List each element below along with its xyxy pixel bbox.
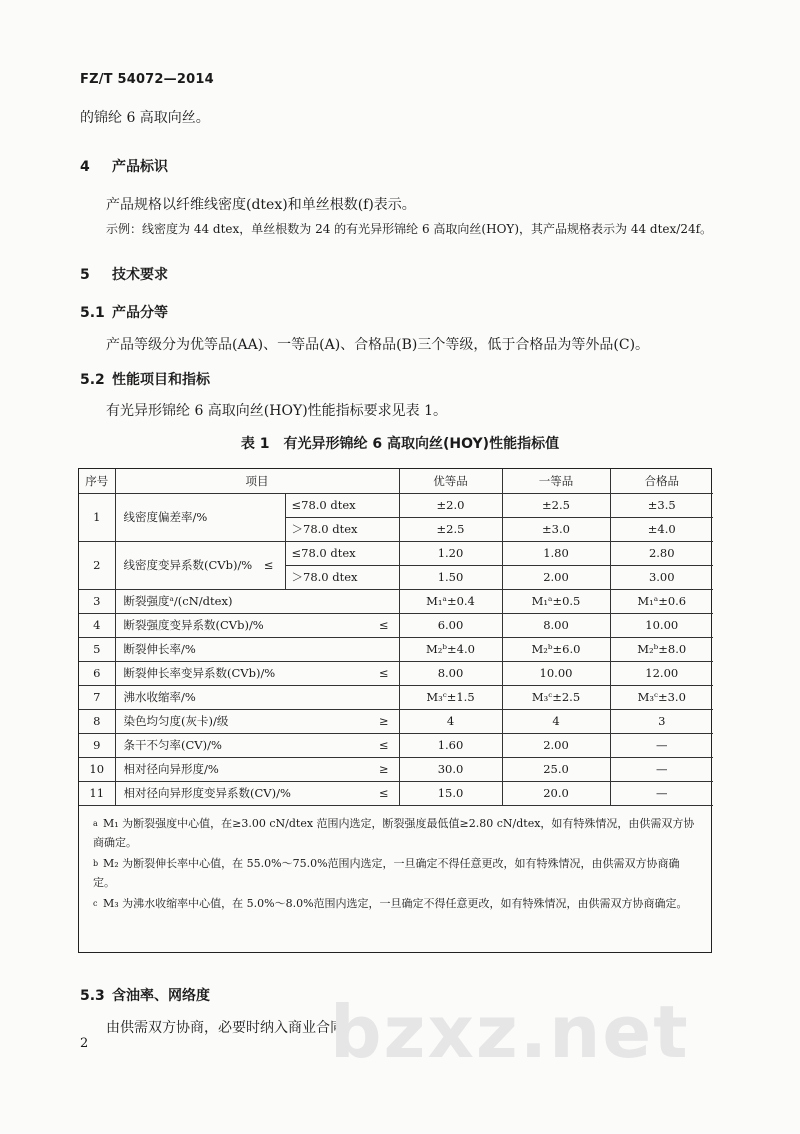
cell-grade-a: M₃ᶜ±2.5	[502, 685, 610, 709]
cell-grade-aa: 30.0	[399, 757, 502, 781]
row-item: 条干不匀率(CV)/%	[123, 738, 222, 752]
row-item: 线密度变异系数(CVb)/% ≤	[115, 541, 285, 589]
table-row	[79, 757, 713, 781]
row-number: 1	[79, 493, 115, 541]
table-row	[79, 541, 713, 565]
row-item: 相对径向异形度变异系数(CV)/%	[123, 786, 291, 800]
section-4-paragraph: 产品规格以纤维线密度(dtex)和单丝根数(f)表示。	[106, 197, 416, 213]
table-note	[93, 894, 701, 913]
row-item-wrap	[124, 665, 395, 681]
section-5-1-paragraph: 产品等级分为优等品(AA)、一等品(A)、合格品(B)三个等级，低于合格品为等外品(C)。	[106, 337, 650, 353]
performance-table-body	[79, 469, 713, 805]
cell-grade-b: —	[610, 733, 713, 757]
section-title: 技术要求	[112, 267, 168, 283]
section-5-2-paragraph: 有光异形锦纶 6 高取向丝(HOY)性能指标要求见表 1。	[106, 403, 448, 419]
section-number: 5.3	[80, 988, 105, 1004]
section-number: 5.2	[80, 372, 105, 388]
row-number: 10	[79, 757, 115, 781]
note-mark: a	[93, 818, 98, 828]
page-number: 2	[80, 1036, 89, 1051]
cell-grade-a: M₁ᵃ±0.5	[502, 589, 610, 613]
table-caption: 表 1 有光异形锦纶 6 高取向丝(HOY)性能指标值	[240, 436, 560, 452]
row-number: 4	[79, 613, 115, 637]
cell-grade-a: 4	[502, 709, 610, 733]
cell-grade-aa: 15.0	[399, 781, 502, 805]
table-row	[79, 709, 713, 733]
row-item: 相对径向异形度/%	[123, 762, 219, 776]
row-item-cell	[115, 637, 399, 661]
cell-grade-a: 20.0	[502, 781, 610, 805]
performance-table	[79, 469, 713, 806]
row-number: 7	[79, 685, 115, 709]
section-title: 产品分等	[112, 305, 168, 321]
table-row	[79, 661, 713, 685]
header-grade-a: 一等品	[502, 469, 610, 493]
cell-grade-aa: 4	[399, 709, 502, 733]
section-title: 性能项目和指标	[112, 372, 210, 388]
cell-grade-aa: ±2.0	[399, 493, 502, 517]
section-title: 产品标识	[112, 159, 168, 175]
row-item: 线密度偏差率/%	[115, 493, 285, 541]
table-row	[79, 589, 713, 613]
row-condition: ＞78.0 dtex	[285, 565, 399, 589]
section-5-3-heading	[80, 985, 210, 1005]
row-limit-symbol: ≤	[378, 738, 389, 752]
cell-grade-b: M₂ᵇ±8.0	[610, 637, 713, 661]
cell-grade-a: ±3.0	[502, 517, 610, 541]
cell-grade-b: M₃ᶜ±3.0	[610, 685, 713, 709]
row-number: 9	[79, 733, 115, 757]
cell-grade-b: 3.00	[610, 565, 713, 589]
note-mark: b	[93, 858, 99, 868]
cell-grade-aa: 8.00	[399, 661, 502, 685]
table-row	[79, 733, 713, 757]
cell-grade-aa: 6.00	[399, 613, 502, 637]
row-item-cell	[115, 733, 399, 757]
row-item-wrap	[124, 761, 395, 777]
row-item-wrap	[124, 785, 395, 801]
row-limit-symbol: ≤	[378, 618, 389, 632]
row-item-cell	[115, 709, 399, 733]
note-text: M₂ 为断裂伸长率中心值，在 55.0%～75.0%范围内选定，一旦确定不得任意更改，如有特殊情况，由供需双方协商确定。	[93, 856, 680, 889]
table-header-row	[79, 469, 713, 493]
section-5-heading	[80, 264, 168, 284]
header-item: 项目	[115, 469, 399, 493]
cell-grade-b: 3	[610, 709, 713, 733]
table-row	[79, 685, 713, 709]
row-number: 6	[79, 661, 115, 685]
section-5-1-heading	[80, 302, 168, 322]
table-row	[79, 613, 713, 637]
row-item: 断裂伸长率/%	[123, 642, 196, 656]
cell-grade-a: ±2.5	[502, 493, 610, 517]
row-condition: ≤78.0 dtex	[285, 541, 399, 565]
section-4-heading	[80, 156, 168, 176]
row-condition: ＞78.0 dtex	[285, 517, 399, 541]
section-5-2-heading	[80, 369, 210, 389]
row-item-cell	[115, 589, 399, 613]
section-5-3-paragraph: 由供需双方协商，必要时纳入商业合同。	[106, 1020, 358, 1036]
row-item: 沸水收缩率/%	[123, 690, 196, 704]
row-number: 8	[79, 709, 115, 733]
cell-grade-aa: M₁ᵃ±0.4	[399, 589, 502, 613]
section-4-example: 示例：线密度为 44 dtex，单丝根数为 24 的有光异形锦纶 6 高取向丝(HOY)，其产品规格表示为 44 dtex/24f。	[106, 222, 713, 236]
row-limit-symbol: ≥	[378, 714, 389, 728]
header-no: 序号	[79, 469, 115, 493]
header-grade-b: 合格品	[610, 469, 713, 493]
doc-code-header: FZ/T 54072—2014	[80, 72, 214, 87]
cell-grade-aa: 1.20	[399, 541, 502, 565]
watermark-text: bzxz.net	[330, 990, 690, 1074]
cell-grade-a: 2.00	[502, 565, 610, 589]
row-item: 断裂伸长率变异系数(CVb)/%	[123, 666, 276, 680]
row-item-wrap	[124, 641, 395, 657]
cell-grade-a: 10.00	[502, 661, 610, 685]
row-item-wrap	[124, 713, 395, 729]
row-limit-symbol: ≥	[378, 762, 389, 776]
table-note	[93, 814, 701, 852]
row-item: 断裂强度ᵃ/(cN/dtex)	[123, 594, 233, 608]
cell-grade-a: M₂ᵇ±6.0	[502, 637, 610, 661]
row-item-cell	[115, 757, 399, 781]
cell-grade-b: 2.80	[610, 541, 713, 565]
section-number: 5	[80, 267, 90, 283]
row-limit-symbol: ≤	[378, 786, 389, 800]
cell-grade-a: 1.80	[502, 541, 610, 565]
row-condition: ≤78.0 dtex	[285, 493, 399, 517]
note-mark: c	[93, 898, 98, 908]
note-text: M₁ 为断裂强度中心值，在≥3.00 cN/dtex 范围内选定，断裂强度最低值≥2.80 cN/dtex，如有特殊情况，由供需双方协商确定。	[93, 816, 695, 849]
cell-grade-aa: M₃ᶜ±1.5	[399, 685, 502, 709]
section-number: 4	[80, 159, 90, 175]
row-number: 5	[79, 637, 115, 661]
row-item-cell	[115, 685, 399, 709]
cell-grade-aa: 1.50	[399, 565, 502, 589]
intro-line: 的锦纶 6 高取向丝。	[80, 110, 210, 126]
cell-grade-aa: ±2.5	[399, 517, 502, 541]
row-limit-symbol: ≤	[378, 666, 389, 680]
table-row	[79, 493, 713, 517]
row-item-wrap	[124, 737, 395, 753]
table-row	[79, 637, 713, 661]
row-item-wrap	[124, 689, 395, 705]
row-item-wrap	[124, 617, 395, 633]
performance-table-frame	[78, 468, 712, 953]
cell-grade-b: 10.00	[610, 613, 713, 637]
note-text: M₃ 为沸水收缩率中心值，在 5.0%～8.0%范围内选定，一旦确定不得任意更改，如有特殊情况，由供需双方协商确定。	[103, 896, 688, 910]
section-title: 含油率、网络度	[112, 988, 210, 1004]
cell-grade-a: 8.00	[502, 613, 610, 637]
table-notes	[79, 806, 711, 913]
cell-grade-a: 2.00	[502, 733, 610, 757]
row-item: 断裂强度变异系数(CVb)/%	[123, 618, 264, 632]
cell-grade-b: ±3.5	[610, 493, 713, 517]
row-item-cell	[115, 613, 399, 637]
table-row	[79, 781, 713, 805]
row-number: 2	[79, 541, 115, 589]
cell-grade-b: 12.00	[610, 661, 713, 685]
cell-grade-b: M₁ᵃ±0.6	[610, 589, 713, 613]
cell-grade-aa: 1.60	[399, 733, 502, 757]
row-number: 11	[79, 781, 115, 805]
cell-grade-aa: M₂ᵇ±4.0	[399, 637, 502, 661]
cell-grade-b: ±4.0	[610, 517, 713, 541]
row-item: 染色均匀度(灰卡)/级	[123, 714, 229, 728]
cell-grade-b: —	[610, 757, 713, 781]
row-item-cell	[115, 781, 399, 805]
table-note	[93, 854, 701, 892]
cell-grade-b: —	[610, 781, 713, 805]
row-number: 3	[79, 589, 115, 613]
cell-grade-a: 25.0	[502, 757, 610, 781]
header-grade-aa: 优等品	[399, 469, 502, 493]
row-item-cell	[115, 661, 399, 685]
section-number: 5.1	[80, 305, 105, 321]
row-item-wrap	[124, 593, 395, 609]
